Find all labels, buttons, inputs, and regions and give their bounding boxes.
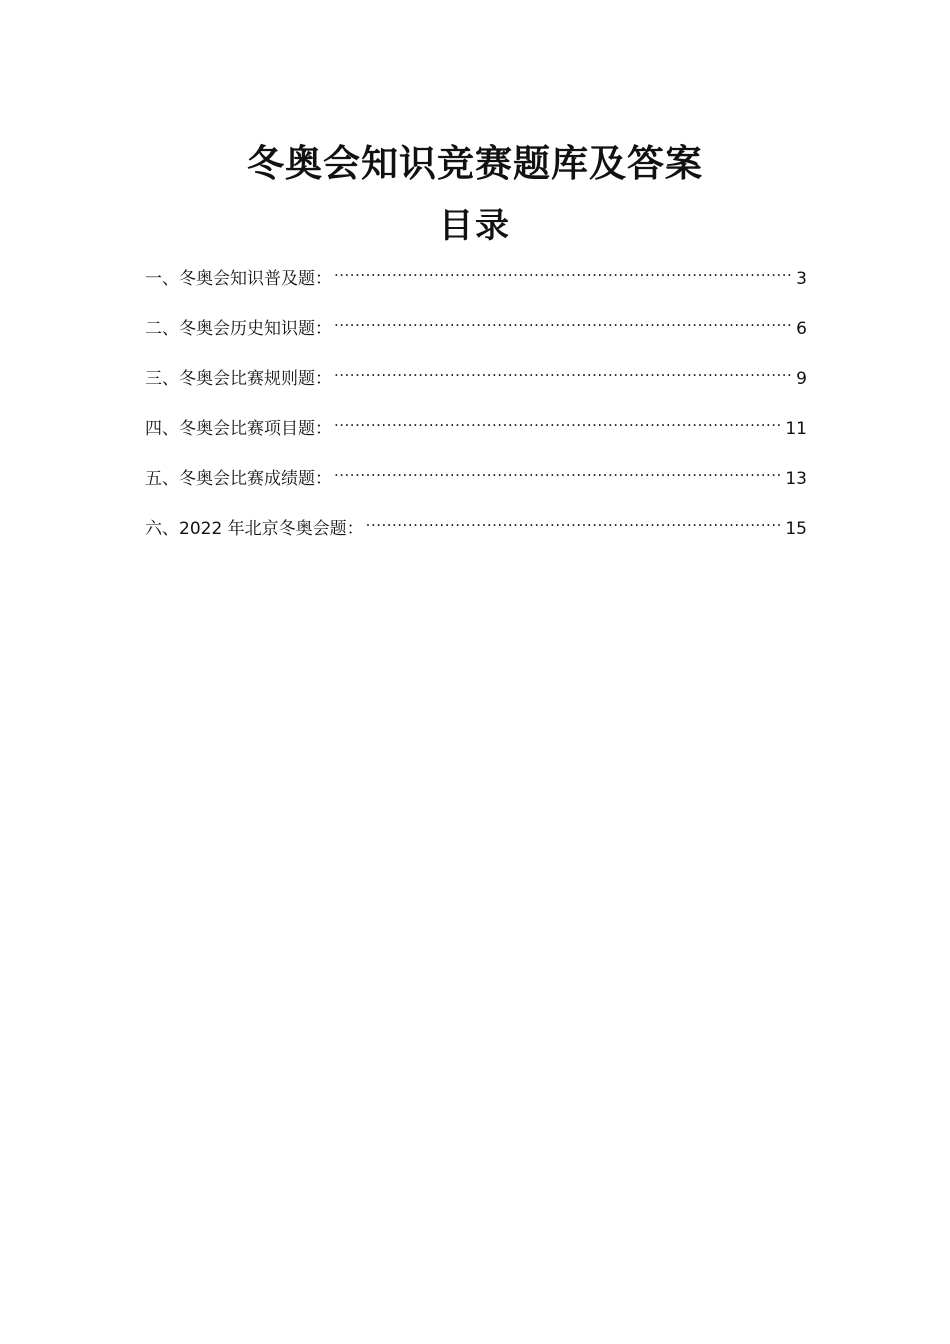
toc-entry[interactable] (145, 412, 807, 462)
toc-entry-label: 五、冬奥会比赛成绩题： (145, 469, 332, 489)
toc-entry-label: 三、冬奥会比赛规则题： (145, 369, 332, 389)
toc-leader-dots (334, 312, 794, 334)
table-of-contents (145, 262, 807, 562)
toc-leader-dots (334, 362, 794, 384)
toc-leader-dots (366, 512, 784, 534)
toc-entry[interactable] (145, 262, 807, 312)
toc-entry[interactable] (145, 312, 807, 362)
toc-heading: 目录 (439, 206, 511, 246)
toc-entry-label: 四、冬奥会比赛项目题： (145, 419, 332, 439)
toc-page-number: 9 (796, 369, 807, 389)
toc-entry[interactable] (145, 462, 807, 512)
toc-page-number: 11 (785, 419, 807, 439)
toc-page-number: 15 (785, 519, 807, 539)
toc-page-number: 3 (796, 269, 807, 289)
toc-entry[interactable] (145, 512, 807, 562)
toc-page-number: 13 (785, 469, 807, 489)
document-title: 冬奥会知识竞赛题库及答案 (247, 142, 703, 185)
toc-entry-label: 一、冬奥会知识普及题： (145, 269, 332, 289)
toc-leader-dots (334, 262, 794, 284)
toc-entry-label: 二、冬奥会历史知识题： (145, 319, 332, 339)
toc-leader-dots (334, 412, 783, 434)
toc-entry[interactable] (145, 362, 807, 412)
toc-page-number: 6 (796, 319, 807, 339)
toc-leader-dots (334, 462, 783, 484)
toc-entry-label: 六、2022 年北京冬奥会题： (145, 519, 364, 539)
